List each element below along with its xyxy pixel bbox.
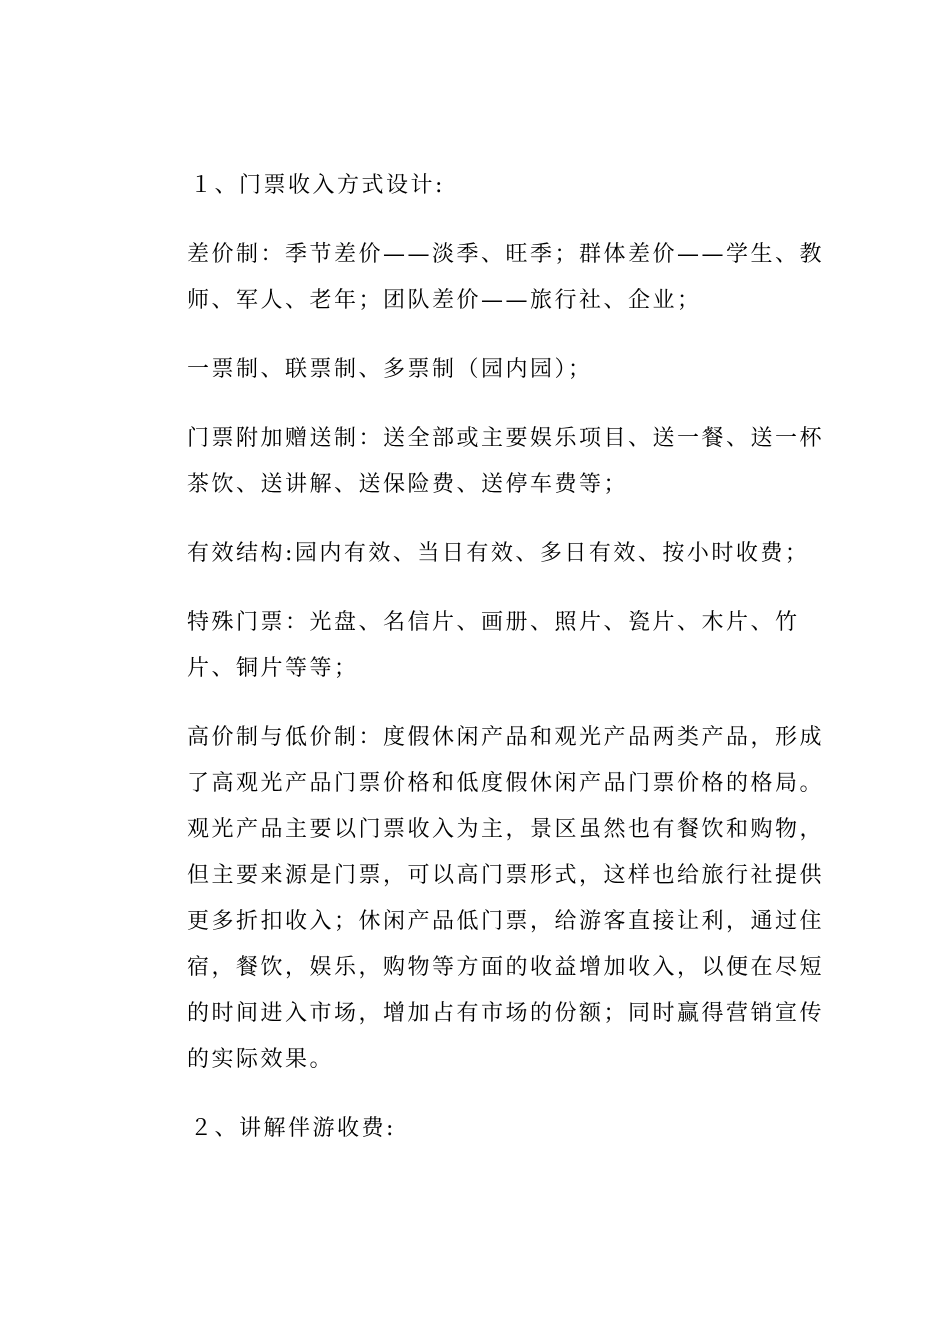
section-heading-ticket-income: １、门票收入方式设计: bbox=[190, 173, 445, 198]
paragraph-high-low-pricing: 高价制与低价制：度假休闲产品和观光产品两类产品，形成了高观光产品门票价格和低度假休闲产品门票价格的格局。观光产品主要以门票收入为主，景区虽然也有餐饮和购物，但主要来源是门票，可以高门票形式，这样也给旅行社提供更多折扣收入；休闲产品低门票，给游客直接让利，通过住宿，餐饮，娱乐，购物等方面的收益增加收入，以便在尽短的时间进入市场，增加占有市场的份额；同时赢得营销宣传的实际效果。 bbox=[187, 725, 825, 1072]
paragraph-validity-structure: 有效结构:园内有效、当日有效、多日有效、按小时收费； bbox=[187, 541, 810, 566]
paragraph-ticket-types: 一票制、联票制、多票制（园内园）； bbox=[187, 357, 593, 382]
section-heading-guide-fees: ２、讲解伴游收费: bbox=[190, 1116, 396, 1141]
paragraph-special-tickets: 特殊门票：光盘、名信片、画册、照片、瓷片、木片、竹片、铜片等等； bbox=[187, 610, 800, 681]
paragraph-differential-pricing: 差价制：季节差价——淡季、旺季；群体差价——学生、教师、军人、老年；团队差价——旅行社、企业； bbox=[187, 242, 825, 313]
paragraph-gift-tickets: 门票附加赠送制：送全部或主要娱乐项目、送一餐、送一杯茶饮、送讲解、送保险费、送停车费等； bbox=[187, 426, 825, 497]
